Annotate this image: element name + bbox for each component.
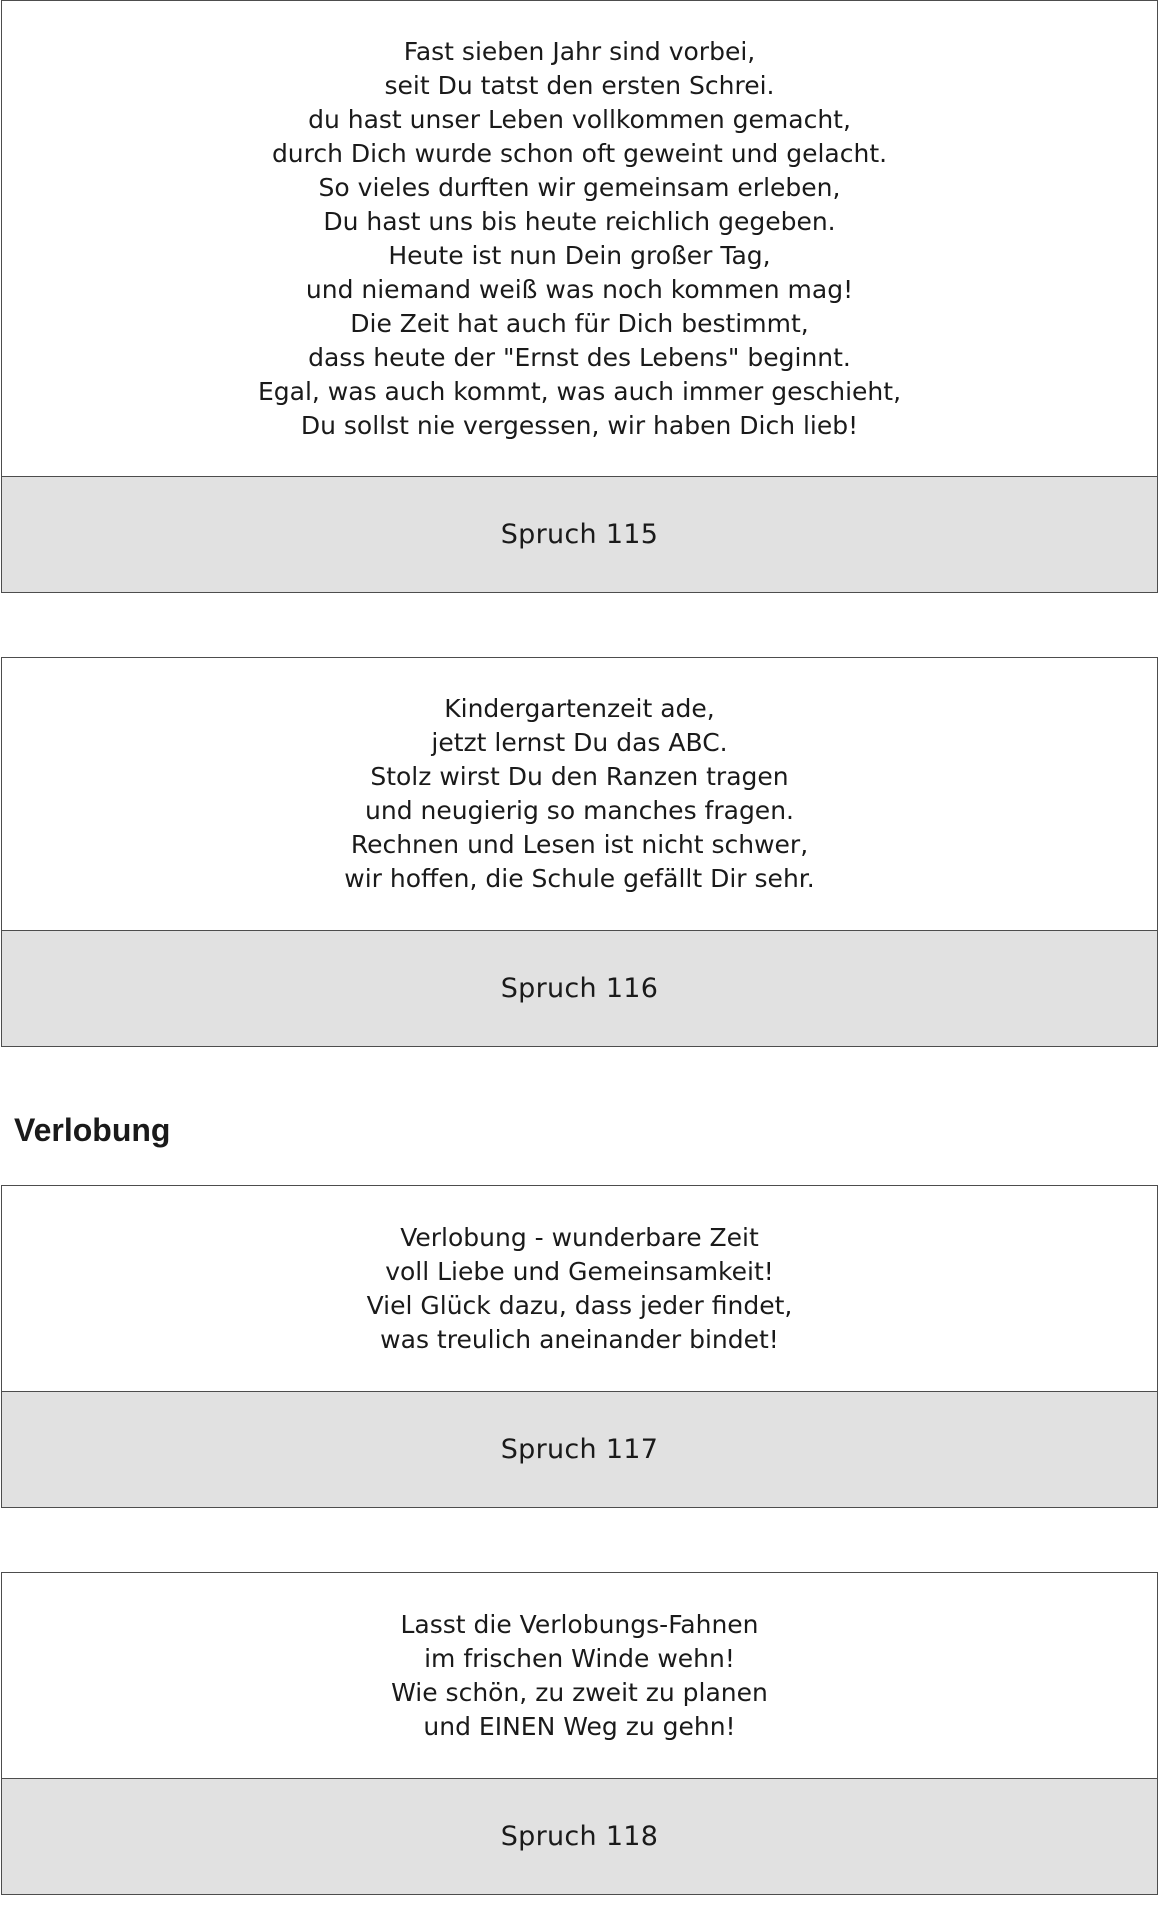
verse-line: Du sollst nie vergessen, wir haben Dich lieb! (300, 410, 859, 440)
verse-line: Du hast uns bis heute reichlich gegeben. (323, 206, 836, 236)
verse-line: was treulich aneinander bindet! (380, 1324, 779, 1354)
verse-card-body (2, 1, 1157, 476)
verse-line: So vieles durften wir gemeinsam erleben, (318, 172, 841, 202)
verse-card-118 (1, 1572, 1158, 1895)
section-heading: Verlobung (14, 1112, 171, 1148)
verse-text (367, 1221, 793, 1357)
verse-line: und neugierig so manches fragen. (365, 796, 794, 825)
verse-line: Heute ist nun Dein großer Tag, (388, 240, 771, 270)
verse-label: Spruch 116 (2, 930, 1157, 1046)
verse-line: durch Dich wurde schon oft geweint und gelacht. (271, 138, 888, 168)
verse-text (391, 1608, 768, 1744)
verse-line: Wie schön, zu zweit zu planen (391, 1677, 768, 1707)
verse-card-116 (1, 657, 1158, 1047)
verse-line: Egal, was auch kommt, was auch immer geschieht, (257, 376, 902, 406)
verse-line: Die Zeit hat auch für Dich bestimmt, (350, 308, 809, 338)
verse-label: Spruch 115 (2, 476, 1157, 592)
verse-line: und niemand weiß was noch kommen mag! (305, 274, 854, 304)
verse-line: wir hoffen, die Schule gefällt Dir sehr. (344, 864, 815, 893)
verse-label: Spruch 118 (2, 1778, 1157, 1894)
verse-line: Fast sieben Jahr sind vorbei, (403, 36, 756, 66)
verse-card-117 (1, 1185, 1158, 1508)
verse-line: Viel Glück dazu, dass jeder findet, (366, 1290, 793, 1320)
verse-line: Rechnen und Lesen ist nicht schwer, (350, 830, 809, 859)
verse-line: voll Liebe und Gemeinsamkeit! (385, 1256, 774, 1286)
verse-line: dass heute der "Ernst des Lebens" beginnt. (308, 342, 851, 372)
verse-line: im frischen Winde wehn! (424, 1643, 735, 1673)
verse-text (258, 35, 901, 443)
verse-line: Kindergartenzeit ade, (444, 694, 715, 723)
verse-line: und EINEN Weg zu gehn! (423, 1711, 736, 1741)
verse-card-body (2, 658, 1157, 930)
verse-line: du hast unser Leben vollkommen gemacht, (308, 104, 851, 134)
verse-line: Lasst die Verlobungs-Fahnen (400, 1609, 759, 1639)
verse-text (344, 692, 814, 896)
verse-label: Spruch 117 (2, 1391, 1157, 1507)
verse-card-body (2, 1573, 1157, 1778)
verse-line: Verlobung - wunderbare Zeit (400, 1222, 759, 1252)
verse-card-body (2, 1186, 1157, 1391)
verse-line: jetzt lernst Du das ABC. (431, 728, 728, 757)
verse-line: Stolz wirst Du den Ranzen tragen (370, 762, 789, 791)
verse-card-115 (1, 0, 1158, 593)
verse-line: seit Du tatst den ersten Schrei. (384, 70, 775, 100)
